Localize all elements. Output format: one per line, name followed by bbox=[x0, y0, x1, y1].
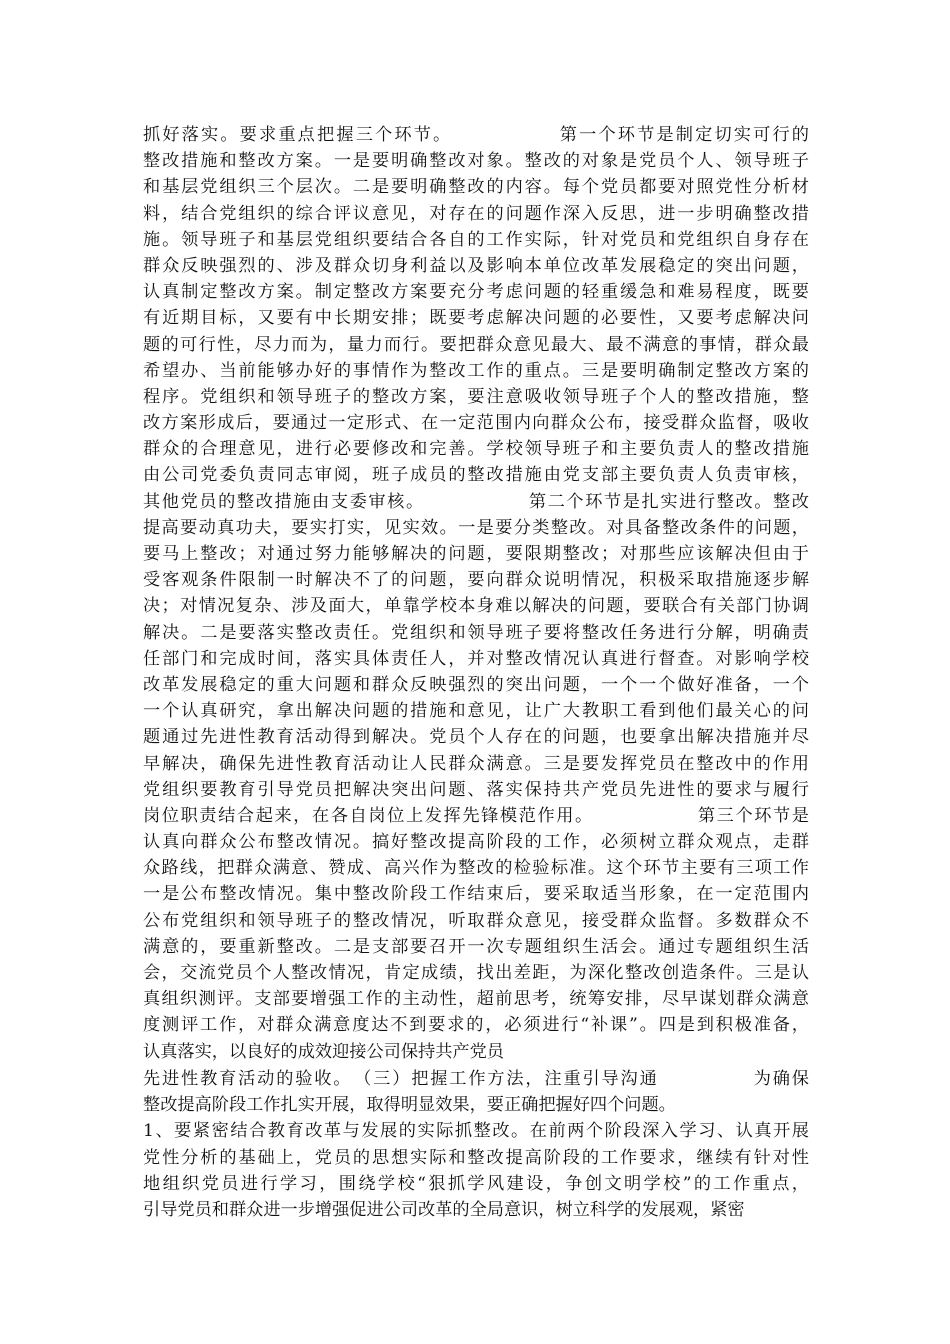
text-line: 真组织测评。支部要增强工作的主动性，超前思考，统筹安排，尽早谋划群众满意 bbox=[143, 989, 809, 1010]
text-line: 引导党员和群众进一步增强促进公司改革的全局意识，树立科学的发展观，紧密 bbox=[143, 1199, 745, 1220]
text-line: 整改提高阶段工作扎实开展，取得明显效果，要正确把握好四个问题。 bbox=[143, 1095, 676, 1116]
text-line: 决；对情况复杂、涉及面大，单靠学校本身难以解决的问题，要联合有关部门协调 bbox=[143, 596, 809, 617]
text-line: 认真落实，以良好的成效迎接公司保持共产党员 bbox=[143, 1041, 504, 1062]
text-line: 要马上整改；对通过努力能够解决的问题，要限期整改；对那些应该解决但由于 bbox=[143, 544, 809, 564]
text-line: 认真制定整改方案。制定整改方案要充分考虑问题的轻重缓急和难易程度，既要 bbox=[143, 282, 809, 303]
text-line: 一是公布整改情况。集中整改阶段工作结束后，要采取适当形象，在一定范围内 bbox=[143, 884, 809, 905]
text-line: 题通过先进性教育活动得到解决。党员个人存在的问题，也要拿出解决措施并尽 bbox=[143, 727, 809, 748]
text-line: 认真向群众公布整改情况。搞好整改提高阶段的工作，必须树立群众观点，走群 bbox=[143, 832, 809, 853]
text-line: 解决。二是要落实整改责任。党组织和领导班子要将整改任务进行分解，明确责 bbox=[143, 622, 809, 643]
text-line: 提高要动真功夫，要实打实，见实效。一是要分类整改。对具备整改条件的问题， bbox=[143, 517, 809, 538]
text-line: 料，结合党组织的综合评议意见，对存在的问题作深入反思，进一步明确整改措 bbox=[143, 203, 809, 224]
text-line: 任部门和完成时间，落实具体责任人，并对整改情况认真进行督查。对影响学校 bbox=[143, 648, 809, 669]
text-line: 度测评工作，对群众满意度达不到要求的，必须进行“补课”。四是到积极准备， bbox=[143, 1015, 809, 1036]
text-line: 程序。党组织和领导班子的整改方案，要注意吸收领导班子个人的整改措施，整 bbox=[143, 386, 809, 407]
text-line: 满意的，要重新整改。二是支部要召开一次专题组织生活会。通过专题组织生活 bbox=[143, 936, 809, 957]
text-line: 党性分析的基础上，党员的思想实际和整改提高阶段的工作要求，继续有针对性 bbox=[143, 1147, 809, 1168]
paragraph-block-1 bbox=[143, 122, 809, 1065]
text-line: 受客观条件限制一时解决不了的问题，要向群众说明情况，积极采取措施逐步解 bbox=[143, 570, 809, 591]
text-line: 施。领导班子和基层党组织要结合各自的工作实际，针对党员和党组织自身存在 bbox=[143, 229, 809, 250]
text-line: 早解决，确保先进性教育活动让人民群众满意。三是要发挥党员在整改中的作用 bbox=[143, 753, 809, 774]
text-line: 先进性教育活动的验收。 （三）把握工作方法，注重引导沟通 为确保 bbox=[143, 1069, 809, 1089]
text-line: 岗位职责结合起来，在各自岗位上发挥先锋模范作用。 第三个环节是 bbox=[143, 805, 809, 826]
text-line: 地组织党员进行学习，围绕学校“狠抓学风建设，争创文明学校”的工作重点， bbox=[143, 1173, 809, 1194]
text-line: 群众的合理意见，进行必要修改和完善。学校领导班子和主要负责人的整改措施 bbox=[143, 439, 809, 460]
text-line: 公布党组织和领导班子的整改情况，听取群众意见，接受群众监督。多数群众不 bbox=[143, 910, 809, 931]
text-line: 题的可行性，尽力而为，量力而行。要把群众意见最大、最不满意的事情，群众最 bbox=[143, 334, 809, 355]
text-line: 整改措施和整改方案。一是要明确整改对象。整改的对象是党员个人、领导班子 bbox=[143, 151, 809, 172]
text-line: 会，交流党员个人整改情况，肯定成绩，找出差距，为深化整改创造条件。三是认 bbox=[143, 963, 809, 983]
text-line: 一个认真研究，拿出解决问题的措施和意见，让广大教职工看到他们最关心的问 bbox=[143, 701, 809, 722]
text-line: 抓好落实。要求重点把握三个环节。 第一个环节是制定切实可行的 bbox=[143, 125, 809, 145]
text-line: 党组织要教育引导党员把解决突出问题、落实保持共产党员先进性的要求与履行 bbox=[143, 779, 809, 800]
paragraph-block-2 bbox=[143, 1066, 809, 1223]
text-line: 众路线，把群众满意、赞成、高兴作为整改的检验标准。这个环节主要有三项工作 bbox=[143, 858, 809, 879]
text-line: 希望办、当前能够办好的事情作为整改工作的重点。三是要明确制定整改方案的 bbox=[143, 360, 809, 381]
text-line: 改革发展稳定的重大问题和群众反映强烈的突出问题，一个一个做好准备，一个 bbox=[143, 674, 809, 695]
text-line: 改方案形成后，要通过一定形式、在一定范围内向群众公布，接受群众监督，吸收 bbox=[143, 413, 809, 434]
text-line: 群众反映强烈的、涉及群众切身利益以及影响本单位改革发展稳定的突出问题， bbox=[143, 255, 809, 276]
text-line: 其他党员的整改措施由支委审核。 第二个环节是扎实进行整改。整改 bbox=[143, 491, 809, 512]
text-line: 1、要紧密结合教育改革与发展的实际抓整改。在前两个阶段深入学习、认真开展 bbox=[143, 1121, 809, 1142]
text-line: 由公司党委负责同志审阅，班子成员的整改措施由党支部主要负责人负责审核， bbox=[143, 465, 809, 486]
text-line: 和基层党组织三个层次。二是要明确整改的内容。每个党员都要对照党性分析材 bbox=[143, 177, 809, 198]
text-line: 有近期目标，又要有中长期安排；既要考虑解决问题的必要性，又要考虑解决问 bbox=[143, 308, 809, 329]
